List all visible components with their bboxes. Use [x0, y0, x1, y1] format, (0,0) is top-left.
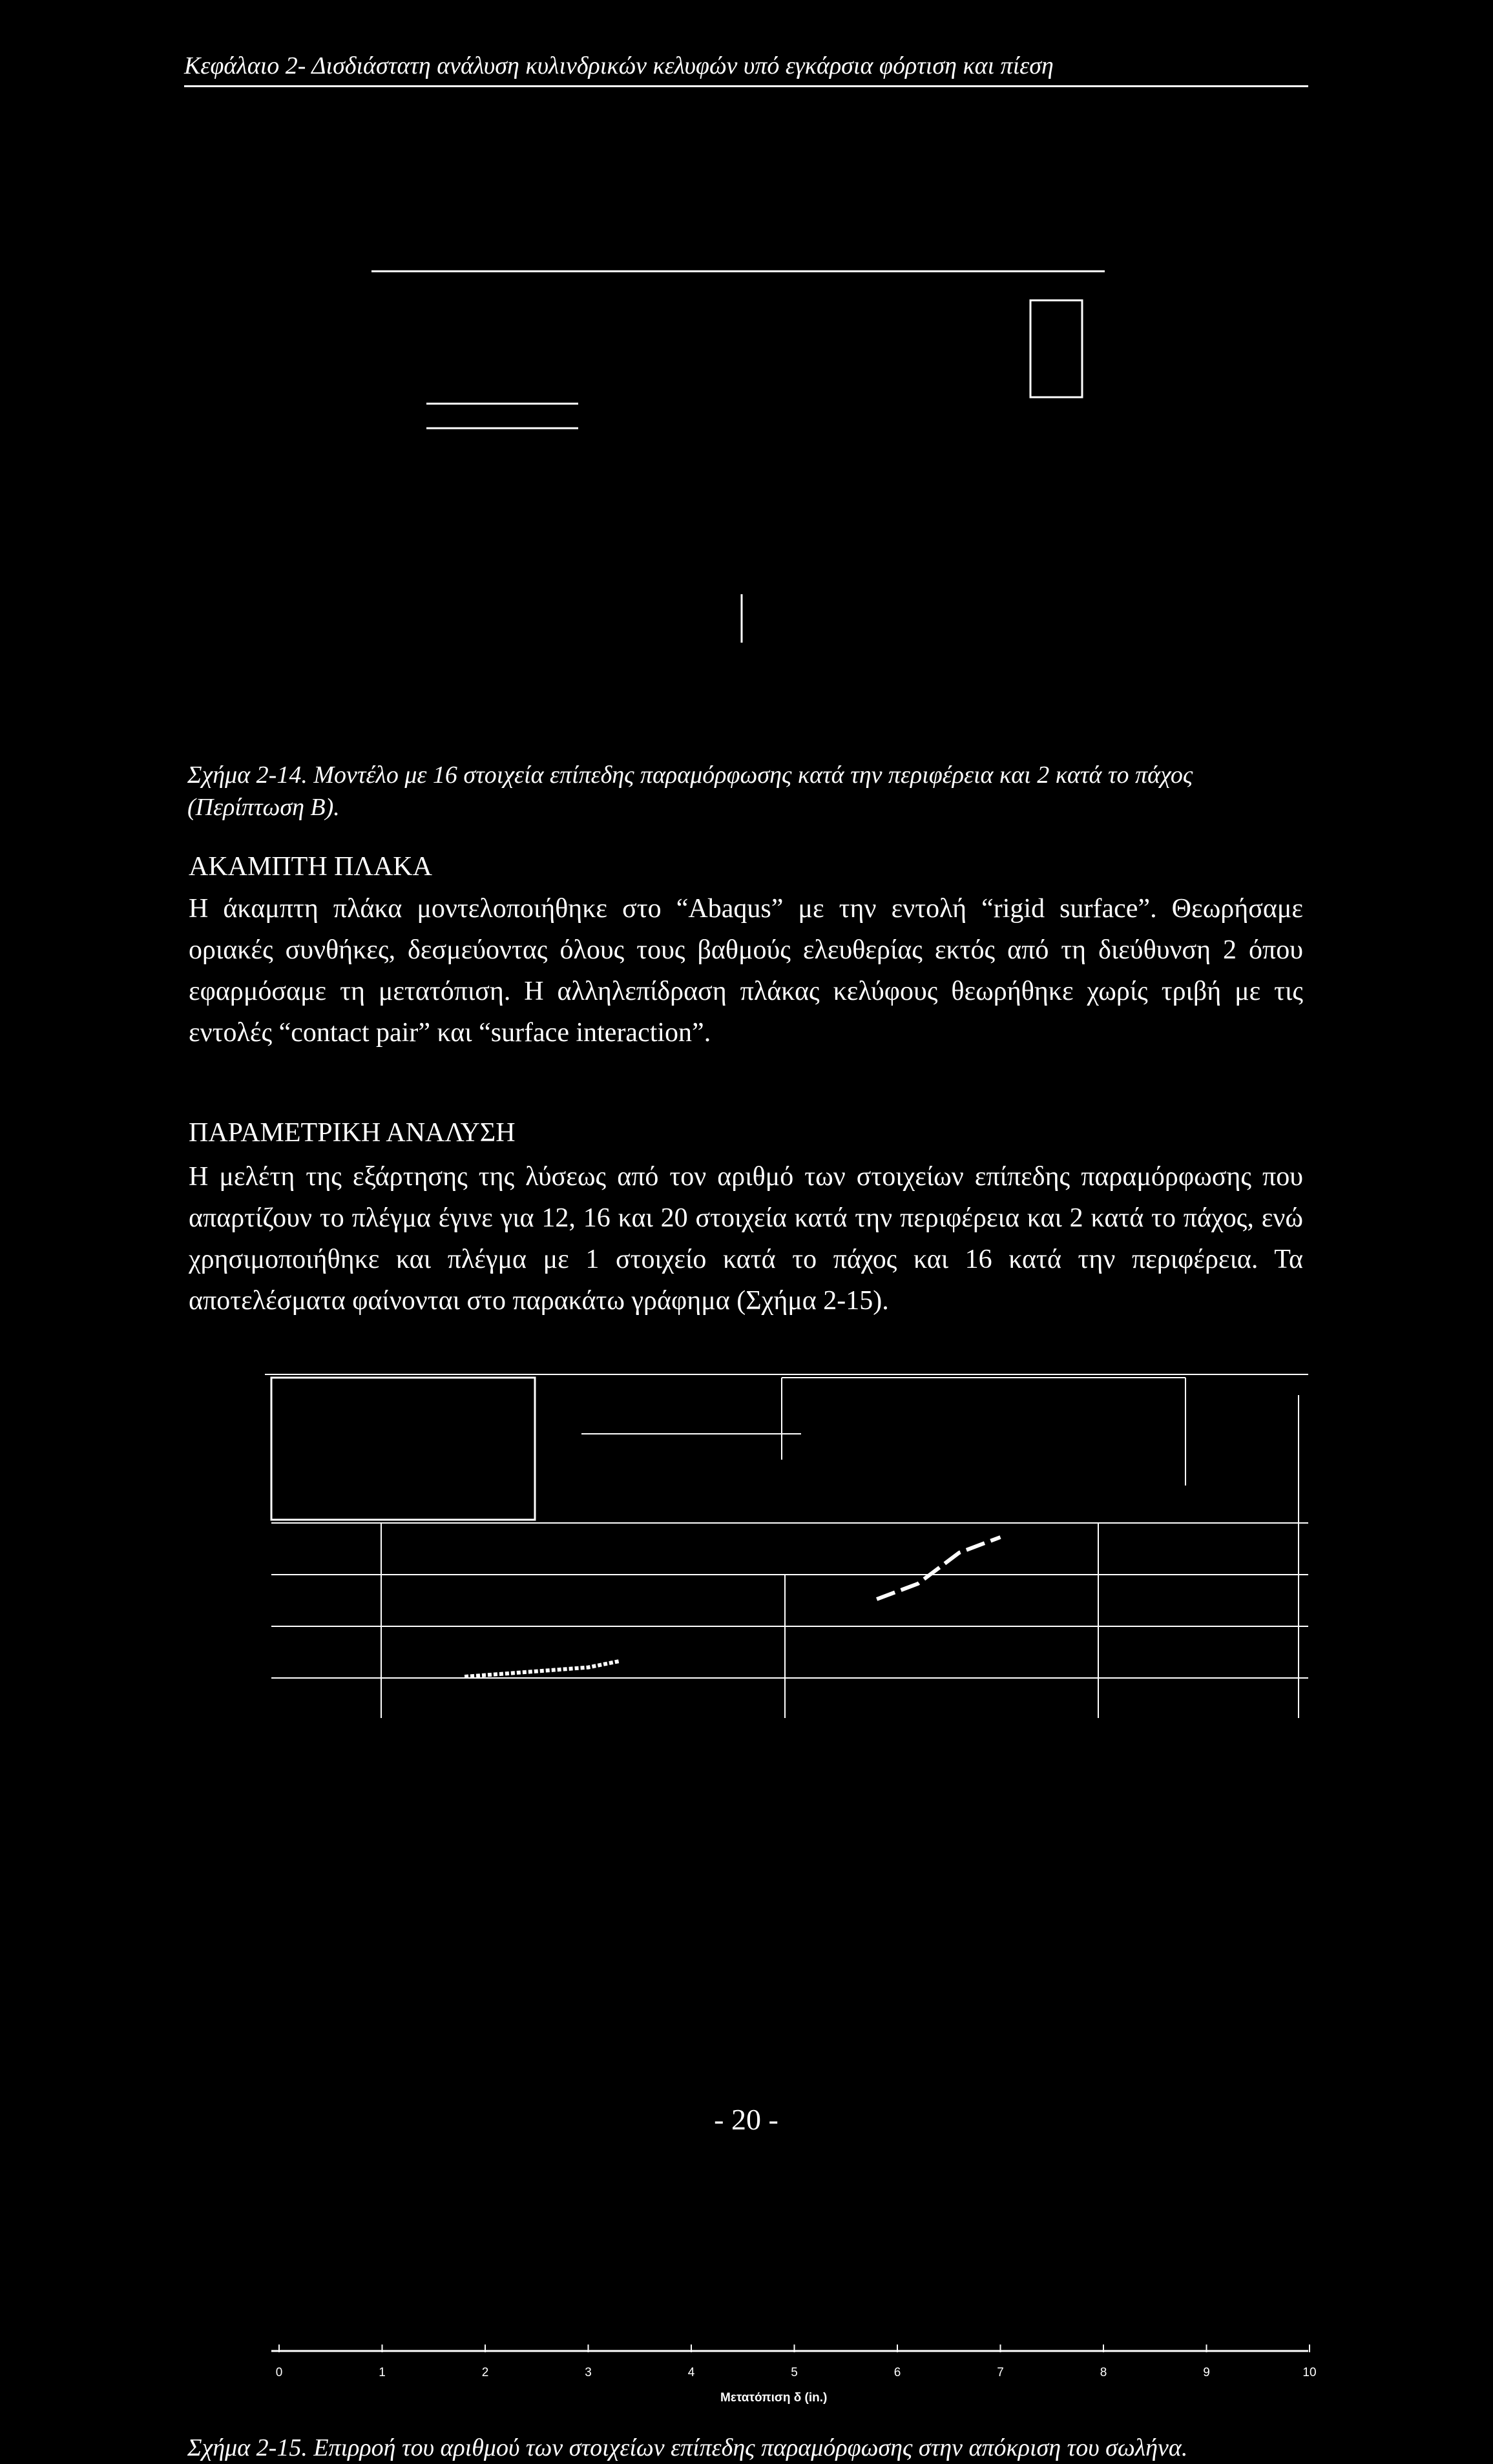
- figure-2-14-caption-line2: (Περίπτωση Β).: [187, 794, 340, 821]
- x-tick-label: 3: [585, 2366, 592, 2379]
- x-tick-label: 4: [687, 2366, 695, 2379]
- paragraph-rigid-plate-text: Η άκαμπτη πλάκα μοντελοποιήθηκε στο “Abaqus” με την εντολή “rigid surface”. Θεωρήσαμε οριακές συνθήκες, δεσμεύοντας όλους τους βαθμούς ελευθερίας εκτός από τη διεύθυνση 2 όπου εφαρμόσαμε τη μετατόπιση. Η αλληλεπίδραση πλάκας κελύφους θεωρήθηκε χωρίς τριβή με τις εντολές “contact pair” και “surface interaction”.: [189, 894, 1303, 1048]
- figure-2-14-drawing: [0, 245, 1493, 685]
- x-tick-label: 1: [379, 2366, 386, 2379]
- x-tick-label: 0: [275, 2366, 283, 2379]
- x-axis: [0, 2345, 1493, 2364]
- x-tick-label: 9: [1203, 2366, 1210, 2379]
- x-tick-label: 5: [791, 2366, 798, 2379]
- x-tick-label: 7: [997, 2366, 1004, 2379]
- chart-gridlines: [265, 1374, 1308, 1718]
- x-tick-label: 10: [1302, 2366, 1317, 2379]
- series-line-1: [465, 1661, 619, 1677]
- figure-2-15-caption: Σχήμα 2-15. Επιρροή του αριθμού των στοιχείων επίπεδης παραμόρφωσης στην απόκριση του σωλήνα.: [187, 2434, 1188, 2461]
- x-tick-label: 2: [481, 2366, 489, 2379]
- x-tick-label: 6: [893, 2366, 901, 2379]
- paragraph-parametric-text: Η μελέτη της εξάρτησης της λύσεως από τον αριθμό των στοιχείων επίπεδης παραμόρφωσης που απαρτίζουν το πλέγμα έγινε για 12, 16 και 20 στοιχεία κατά την περιφέρεια και 2 κατά το πάχος, ενώ χρησιμοποιήθηκε και πλέγμα με 1 στοιχείο κατά το πάχος και 16 κατά την περιφέρεια. Τα αποτελέσματα φαίνονται στο παρακάτω γράφημα (Σχήμα 2-15).: [189, 1162, 1303, 1316]
- figure-2-14-caption: [187, 759, 1318, 823]
- section-heading-rigid-plate: ΑΚΑΜΠΤΗ ΠΛΑΚΑ: [189, 852, 432, 882]
- header-rule: [184, 85, 1308, 87]
- paragraph-parametric: [189, 1156, 1303, 1321]
- running-header: Κεφάλαιο 2- Δισδιάστατη ανάλυση κυλινδρικών κελυφών υπό εγκάρσια φόρτιση και πίεση: [184, 52, 1054, 79]
- chart-series-layer: [465, 1537, 1000, 1677]
- figure-2-15-chart: [0, 1356, 1493, 1718]
- figure-2-14-caption-line1: Σχήμα 2-14. Μοντέλο με 16 στοιχεία επίπεδης παραμόρφωσης κατά την περιφέρεια και 2 κατά το πάχος: [187, 761, 1193, 789]
- x-axis-label: Μετατόπιση δ (in.): [720, 2391, 828, 2405]
- section-heading-parametric: ΠΑΡΑΜΕΤΡΙΚΗ ΑΝΑΛΥΣΗ: [189, 1118, 516, 1148]
- paragraph-rigid-plate: [189, 888, 1303, 1053]
- page-number: - 20 -: [714, 2103, 778, 2136]
- x-tick-label: 8: [1100, 2366, 1107, 2379]
- legend-box: [271, 1378, 535, 1520]
- series-line-2: [877, 1537, 1000, 1599]
- fig14-small-box: [1030, 300, 1082, 397]
